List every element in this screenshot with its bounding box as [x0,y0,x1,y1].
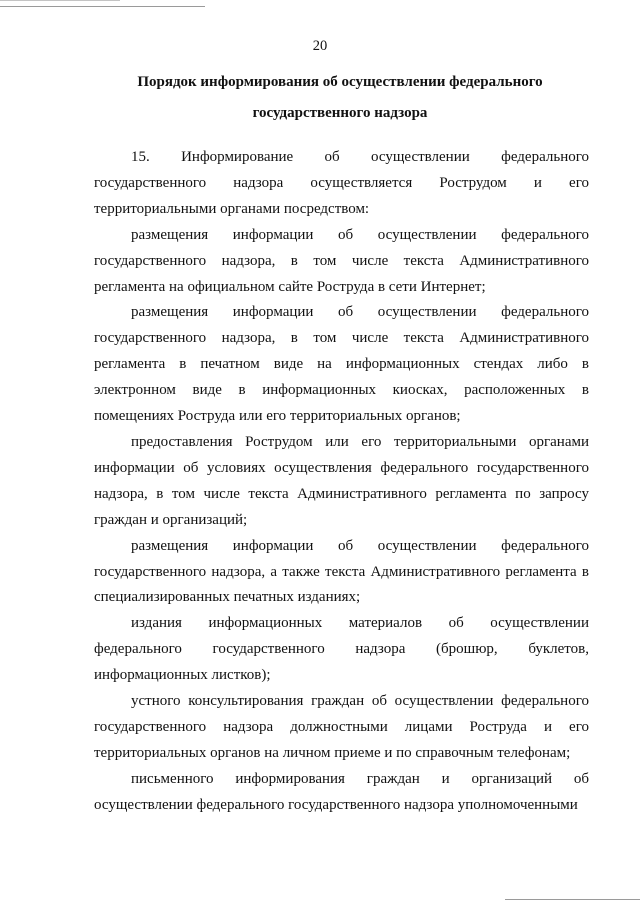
page-number: 20 [312,38,328,54]
scan-artifact-bottom [505,899,640,900]
document-body [94,145,589,819]
paragraph-on-request: предоставления Рострудом или его территориальными органами информации об условиях осуществления федерального государственного надзора, в том числе текста Административного регламента по запросу граждан и организаций; [94,433,589,528]
paragraph-written-informing: письменного информирования граждан и организаций об осуществлении федерального государственного надзора уполномоченными [94,770,589,813]
paragraph-print-editions: размещения информации об осуществлении федерального государственного надзора, а также текста Административного регламента в специализированных печатных изданиях; [94,537,589,606]
scan-artifact-top-faint [0,0,120,1]
paragraph-website: размещения информации об осуществлении федерального государственного надзора, в том числе текста Административного регламента на официальном сайте Роструда в сети Интернет; [94,226,589,295]
scan-artifact-top [0,6,205,7]
paragraph-oral-consulting: устного консультирования граждан об осуществлении федерального государственного надзора должностными лицами Роструда и его территориальных органов на личном приеме и по справочным телефонам; [94,693,589,761]
section-title: Порядок информирования об осуществлении федерального государственного надзора [137,74,543,121]
paragraph-info-materials: издания информационных материалов об осуществлении федерального государственного надзора (брошюр, буклетов, информационных листков); [94,615,589,684]
paragraph-stands-kiosks: размещения информации об осуществлении федерального государственного надзора, в том числе текста Административного регламента в печатном виде на информационных стендах либо в электронном виде в информационных киосках, расположенных в помещениях Роструда или его территориальных органов; [94,304,589,425]
paragraph-15-intro: 15. Информирование об осуществлении федерального государственного надзора осуществляется Рострудом и его территориальными органами посредством: [94,149,589,217]
